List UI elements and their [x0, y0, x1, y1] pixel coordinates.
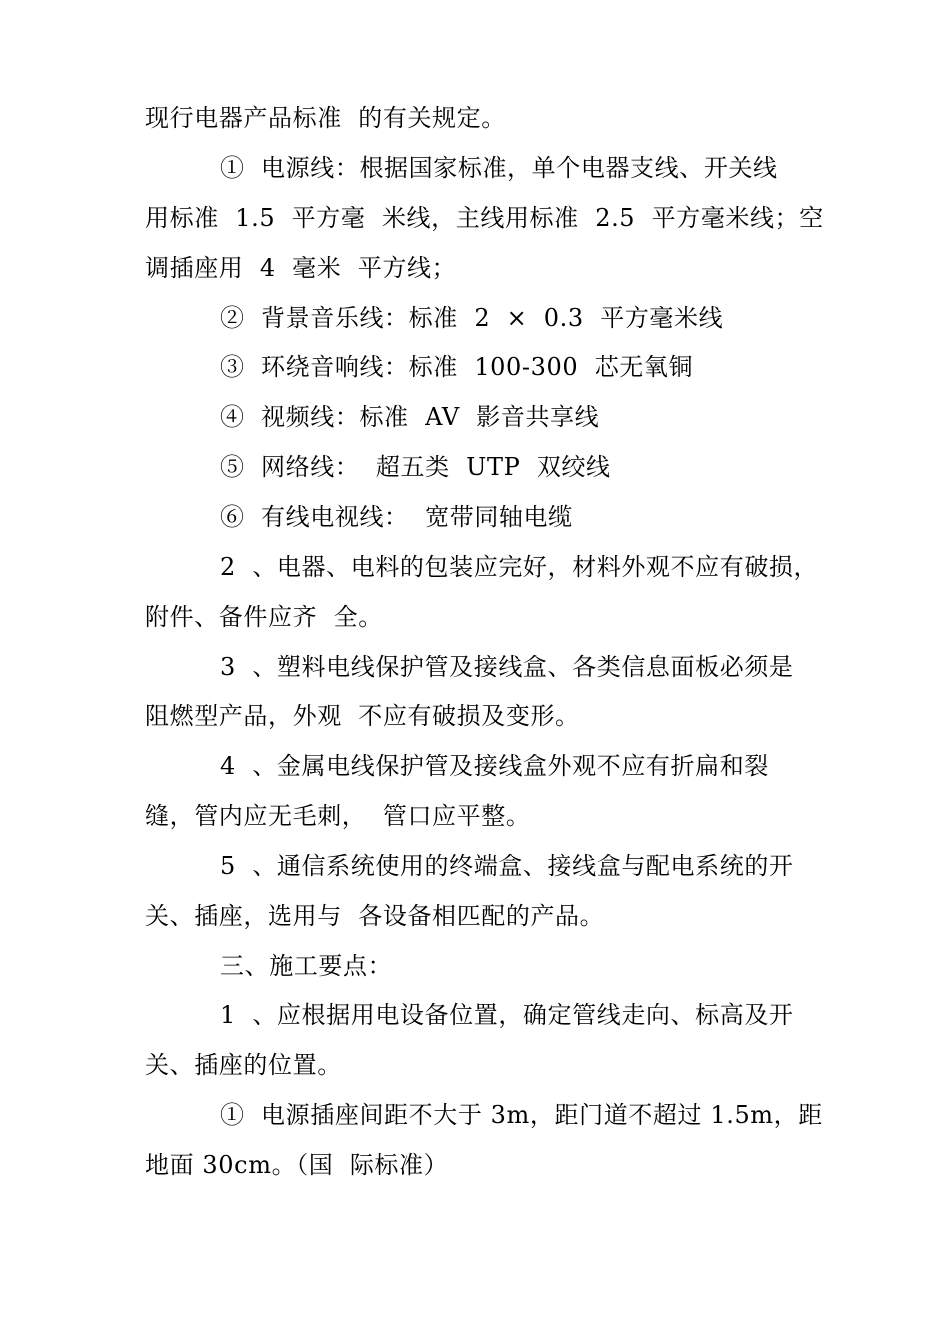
text-line: ⑤ 网络线： 超五类 UTP 双绞线	[220, 453, 611, 481]
text-line: 4 、金属电线保护管及接线盒外观不应有折扁和裂	[220, 752, 769, 780]
text-line: ⑥ 有线电视线： 宽带同轴电缆	[220, 503, 573, 531]
text-line: 阻燃型产品，外观 不应有破损及变形。	[145, 702, 580, 730]
text-line: ③ 环绕音响线：标准 100-300 芯无氧铜	[220, 353, 694, 381]
text-line: ① 电源插座间距不大于 3m，距门道不超过 1.5m，距	[220, 1101, 823, 1129]
text-line: 附件、备件应齐 全。	[145, 603, 383, 631]
text-line: 调插座用 4 毫米 平方线；	[145, 254, 457, 282]
section-heading: 三、施工要点：	[220, 952, 393, 980]
text-line: 3 、塑料电线保护管及接线盒、各类信息面板必须是	[220, 653, 794, 681]
text-line: 现行电器产品标准 的有关规定。	[145, 104, 506, 132]
text-line: 地面 30cm。（国 际标准）	[145, 1151, 449, 1179]
text-line: ② 背景音乐线：标准 2 × 0.3 平方毫米线	[220, 304, 724, 332]
text-line: ④ 视频线：标准 AV 影音共享线	[220, 403, 600, 431]
text-line: 缝，管内应无毛刺， 管口应平整。	[145, 802, 531, 830]
text-line: 1 、应根据用电设备位置，确定管线走向、标高及开	[220, 1001, 794, 1029]
text-line: ① 电源线：根据国家标准，单个电器支线、开关线	[220, 154, 778, 182]
text-line: 5 、通信系统使用的终端盒、接线盒与配电系统的开	[220, 852, 794, 880]
text-line: 关、插座的位置。	[145, 1051, 342, 1079]
text-line: 2 、电器、电料的包装应完好，材料外观不应有破损，	[220, 553, 819, 581]
text-line: 关、插座，选用与 各设备相匹配的产品。	[145, 902, 605, 930]
text-line: 用标准 1.5 平方毫 米线，主线用标准 2.5 平方毫米线；空	[145, 204, 824, 232]
